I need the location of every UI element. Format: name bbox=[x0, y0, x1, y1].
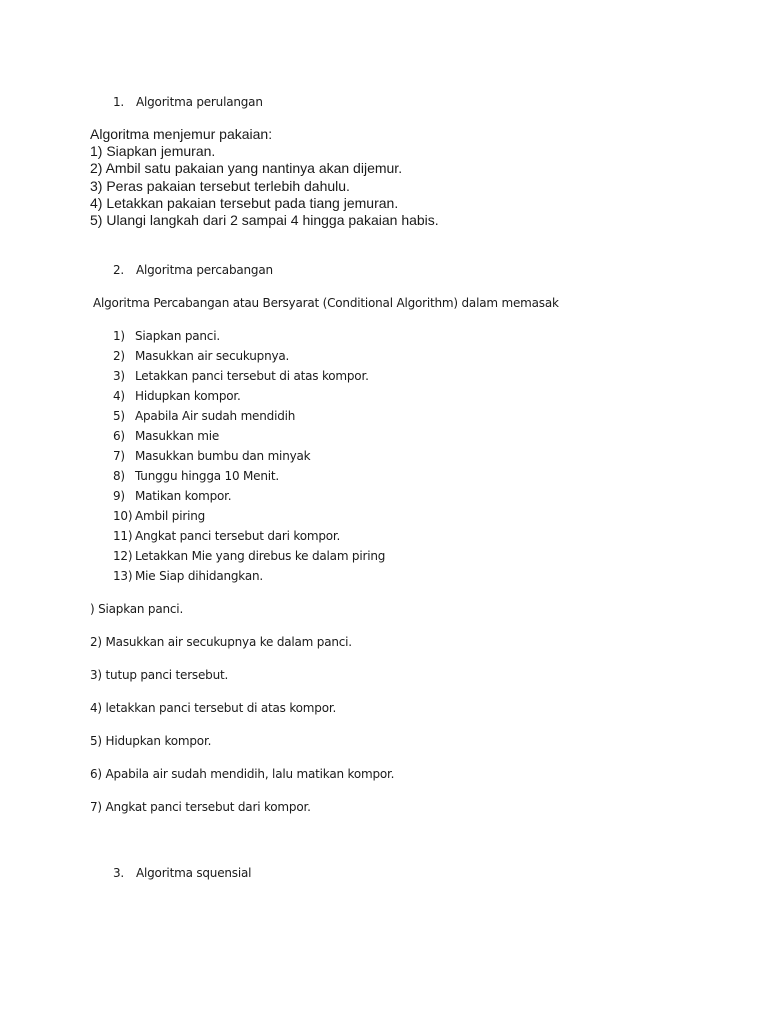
step-number: 1) bbox=[113, 329, 125, 343]
section2-subtitle: Algoritma Percabangan atau Bersyarat (Conditional Algorithm) dalam memasak bbox=[93, 296, 559, 310]
step-number: 4) bbox=[113, 389, 125, 403]
step-text: Tunggu hingga 10 Menit. bbox=[135, 469, 279, 483]
step-number: 12) bbox=[113, 549, 133, 563]
section1-line: 4) Letakkan pakaian tersebut pada tiang jemuran. bbox=[90, 195, 399, 211]
section1-line: 1) Siapkan jemuran. bbox=[90, 143, 216, 159]
paragraph: 2) Masukkan air secukupnya ke dalam panci. bbox=[90, 635, 352, 649]
section3-number: 3. bbox=[113, 866, 125, 880]
step-text: Letakkan Mie yang direbus ke dalam piring bbox=[135, 549, 386, 563]
section1-line: 3) Peras pakaian tersebut terlebih dahulu. bbox=[90, 178, 350, 194]
step-number: 6) bbox=[113, 429, 125, 443]
step-number: 5) bbox=[113, 409, 125, 423]
step-number: 11) bbox=[113, 529, 133, 543]
step-text: Ambil piring bbox=[135, 509, 206, 523]
paragraph: 6) Apabila air sudah mendidih, lalu matikan kompor. bbox=[90, 767, 395, 781]
step-number: 9) bbox=[113, 489, 125, 503]
step-text: Siapkan panci. bbox=[135, 329, 220, 343]
section1-line: 5) Ulangi langkah dari 2 sampai 4 hingga pakaian habis. bbox=[90, 212, 439, 228]
step-text: Masukkan bumbu dan minyak bbox=[135, 449, 311, 463]
paragraph: 5) Hidupkan kompor. bbox=[90, 734, 212, 748]
step-text: Apabila Air sudah mendidih bbox=[135, 409, 296, 423]
step-text: Hidupkan kompor. bbox=[135, 389, 241, 403]
step-number: 3) bbox=[113, 369, 125, 383]
section1-line: 2) Ambil satu pakaian yang nantinya akan dijemur. bbox=[90, 160, 403, 176]
paragraph: 7) Angkat panci tersebut dari kompor. bbox=[90, 800, 311, 814]
step-text: Masukkan air secukupnya. bbox=[135, 349, 290, 363]
section1-number: 1. bbox=[113, 95, 125, 109]
step-number: 7) bbox=[113, 449, 125, 463]
step-text: Letakkan panci tersebut di atas kompor. bbox=[135, 369, 369, 383]
step-text: Masukkan mie bbox=[135, 429, 220, 443]
section1-title: Algoritma perulangan bbox=[136, 95, 263, 109]
step-number: 13) bbox=[113, 569, 133, 583]
section2-number: 2. bbox=[113, 263, 125, 277]
section1-line: Algoritma menjemur pakaian: bbox=[90, 126, 273, 142]
paragraph: 4) letakkan panci tersebut di atas kompor. bbox=[90, 701, 337, 715]
section2-title: Algoritma percabangan bbox=[136, 263, 273, 277]
step-number: 10) bbox=[113, 509, 133, 523]
step-number: 2) bbox=[113, 349, 125, 363]
section3-title: Algoritma squensial bbox=[136, 866, 252, 880]
step-text: Angkat panci tersebut dari kompor. bbox=[135, 529, 341, 543]
paragraph: ) Siapkan panci. bbox=[90, 602, 184, 616]
paragraph: 3) tutup panci tersebut. bbox=[90, 668, 229, 682]
step-text: Matikan kompor. bbox=[135, 489, 232, 503]
step-text: Mie Siap dihidangkan. bbox=[135, 569, 264, 583]
step-number: 8) bbox=[113, 469, 125, 483]
